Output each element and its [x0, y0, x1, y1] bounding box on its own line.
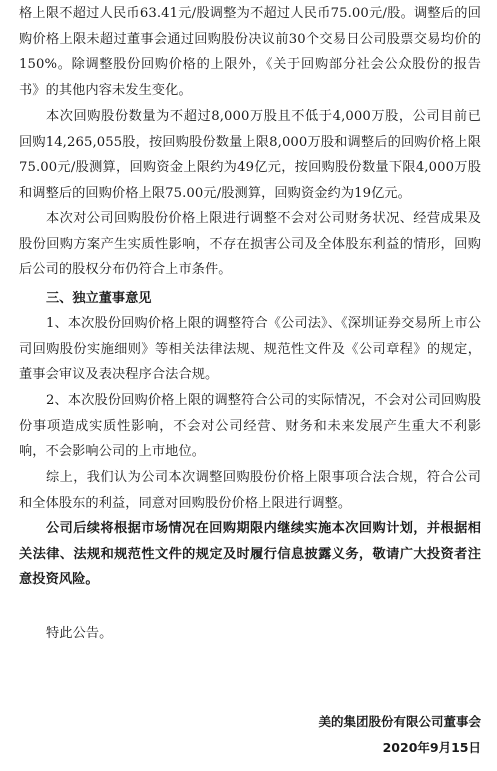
risk-notice-paragraph: 公司后续将根据市场情况在回购期限内继续实施本次回购计划，并根据相关法律、法规和规范性文件的规定及时履行信息披露义务，敬请广大投资者注意投资风险。 — [19, 521, 481, 587]
closing-statement: 特此公告。 — [46, 626, 113, 641]
impact-paragraph: 本次对公司回购股份价格上限进行调整不会对公司财务状况、经营成果及股份回购方案产生实质性影响，不存在损害公司及全体股东利益的情形，回购后公司的股权分布仍符合上市条件。 — [19, 211, 481, 277]
opinion-item-1: 1、本次股份回购价格上限的调整符合《公司法》、《深圳证券交易所上市公司回购股份实施细则》等相关法律法规、规范性文件及《公司章程》的规定，董事会审议及表决程序合法合规。 — [19, 316, 481, 382]
section-heading-independent-directors: 三、独立董事意见 — [46, 291, 152, 306]
repurchase-quantity-paragraph: 本次回购股份数量为不超过8,000万股且不低于4,000万股，公司目前已回购14,265,055股，按回购股份数量上限8,000万股和调整后的回购价格上限75.00元/股测算，回购资金上限约为49亿元，按回购股份数量下限4,000万股和调整后的回购价格上限75.00元/股测算，回购资金约为19亿元。 — [19, 109, 481, 201]
conclusion-paragraph: 综上，我们认为公司本次调整回购股份价格上限事项合法合规，符合公司和全体股东的利益，同意对回购股份价格上限进行调整。 — [19, 470, 481, 511]
opinion-item-2: 2、本次股份回购价格上限的调整符合公司的实际情况，不会对公司回购股份事项造成实质性影响，不会对公司经营、财务和未来发展产生重大不利影响，不会影响公司的上市地位。 — [19, 393, 481, 459]
signatory: 美的集团股份有限公司董事会 — [318, 714, 481, 729]
intro-paragraph: 格上限不超过人民币63.41元/股调整为不超过人民币75.00元/股。调整后的回购价格上限未超过董事会通过回购股份决议前30个交易日公司股票交易均价的150%。除调整股份回购价格的上限外，《关于回购部分社会公众股份的报告书》的其他内容未发生变化。 — [19, 6, 481, 98]
announcement-date: 2020年9月15日 — [382, 740, 481, 755]
